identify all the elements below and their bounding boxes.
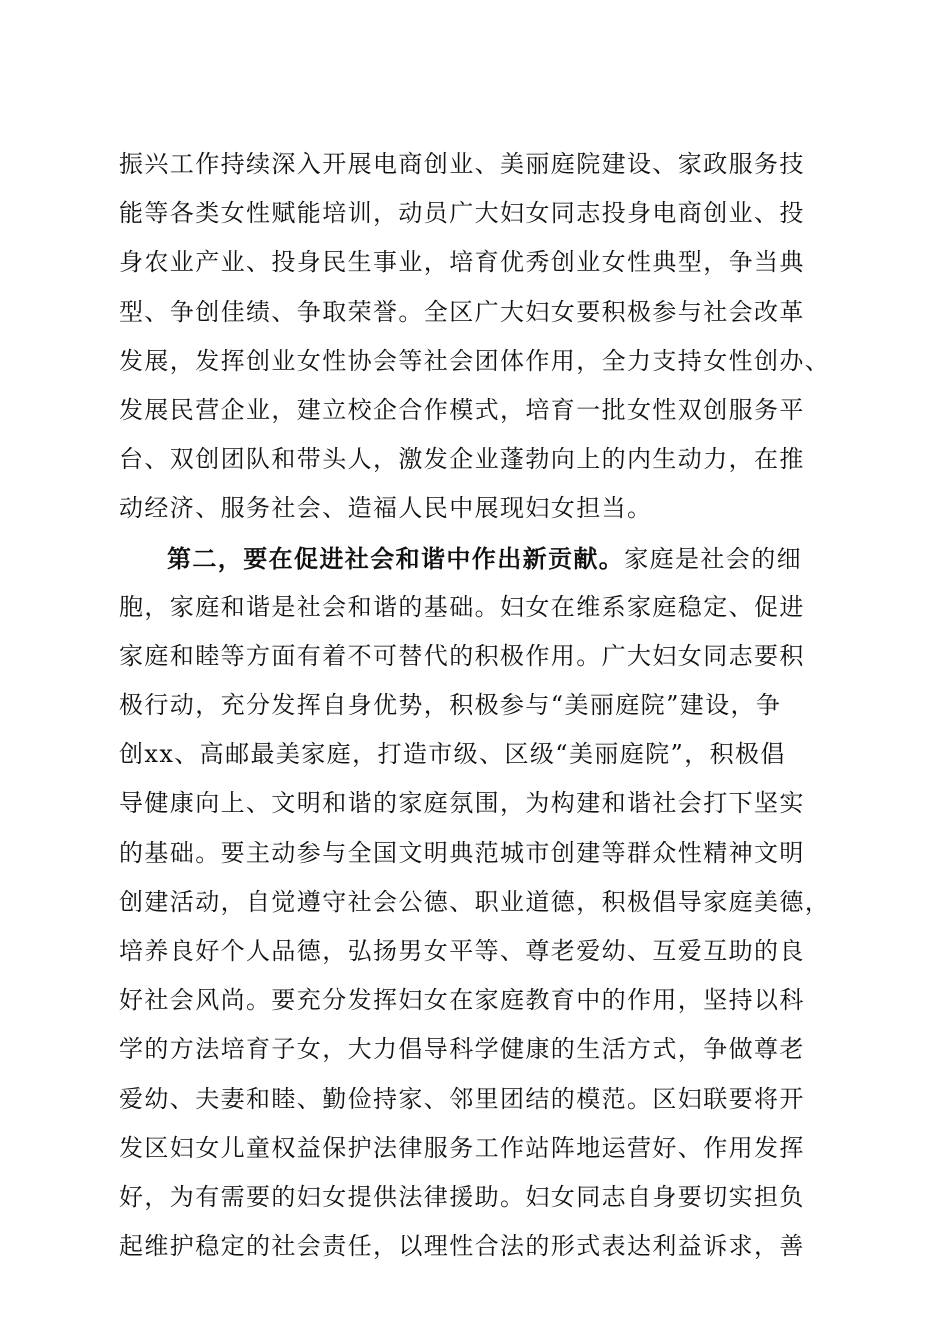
paragraph-line: 创xx、高邮最美家庭，打造市级、区级“美丽庭院”，积极倡 <box>119 740 786 769</box>
paragraph-first-line-text: 家庭是社会的细 <box>624 544 803 573</box>
paragraph-line: 导健康向上、文明和谐的家庭氛围，为构建和谐社会打下坚实 <box>119 789 805 818</box>
paragraph-line: 胞，家庭和谐是社会和谐的基础。妇女在维系家庭稳定、促进 <box>119 592 805 621</box>
paragraph-line: 的基础。要主动参与全国文明典范城市创建等群众性精神文明 <box>119 838 805 867</box>
paragraph-line: 台、双创团队和带头人，激发企业蓬勃向上的内生动力，在推 <box>119 445 805 474</box>
paragraph-line: 振兴工作持续深入开展电商创业、美丽庭院建设、家政服务技 <box>119 150 805 178</box>
document-body <box>119 140 839 1271</box>
paragraph-line: 起维护稳定的社会责任，以理性合法的形式表达利益诉求，善 <box>119 1232 805 1261</box>
paragraph-1 <box>119 140 839 534</box>
paragraph-line: 家庭和睦等方面有着不可替代的积极作用。广大妇女同志要积 <box>119 641 805 670</box>
paragraph-line: 身农业产业、投身民生事业，培育优秀创业女性典型，争当典 <box>119 248 805 277</box>
paragraph-line: 动经济、服务社会、造福人民中展现妇女担当。 <box>119 494 653 523</box>
paragraph-line: 能等各类女性赋能培训，动员广大妇女同志投身电商创业、投 <box>119 199 805 228</box>
paragraph-line: 好社会风尚。要充分发挥妇女在家庭教育中的作用，坚持以科 <box>119 986 805 1015</box>
paragraph-first-line <box>119 534 839 583</box>
paragraph-2 <box>119 534 839 1272</box>
paragraph-line: 极行动，充分发挥自身优势，积极参与“美丽庭院”建设，争 <box>119 691 782 720</box>
paragraph-line: 培养良好个人品德，弘扬男女平等、尊老爱幼、互爱互助的良 <box>119 937 805 965</box>
paragraph-line: 爱幼、夫妻和睦、勤俭持家、邻里团结的模范。区妇联要将开 <box>119 1084 805 1113</box>
paragraph-line: 型、争创佳绩、争取荣誉。全区广大妇女要积极参与社会改革 <box>119 297 805 326</box>
paragraph-line: 创建活动，自觉遵守社会公德、职业道德，积极倡导家庭美德， <box>119 887 831 916</box>
section-heading: 第二，要在促进社会和谐中作出新贡献。 <box>167 543 625 573</box>
paragraph-line: 发区妇女儿童权益保护法律服务工作站阵地运营好、作用发挥 <box>119 1133 805 1162</box>
paragraph-line: 好，为有需要的妇女提供法律援助。妇女同志自身要切实担负 <box>119 1182 805 1211</box>
paragraph-line: 学的方法培育子女，大力倡导科学健康的生活方式，争做尊老 <box>119 1035 805 1064</box>
paragraph-line: 发展民营企业，建立校企合作模式，培育一批女性双创服务平 <box>119 395 805 424</box>
paragraph-line: 发展，发挥创业女性协会等社会团体作用，全力支持女性创办、 <box>119 346 831 375</box>
